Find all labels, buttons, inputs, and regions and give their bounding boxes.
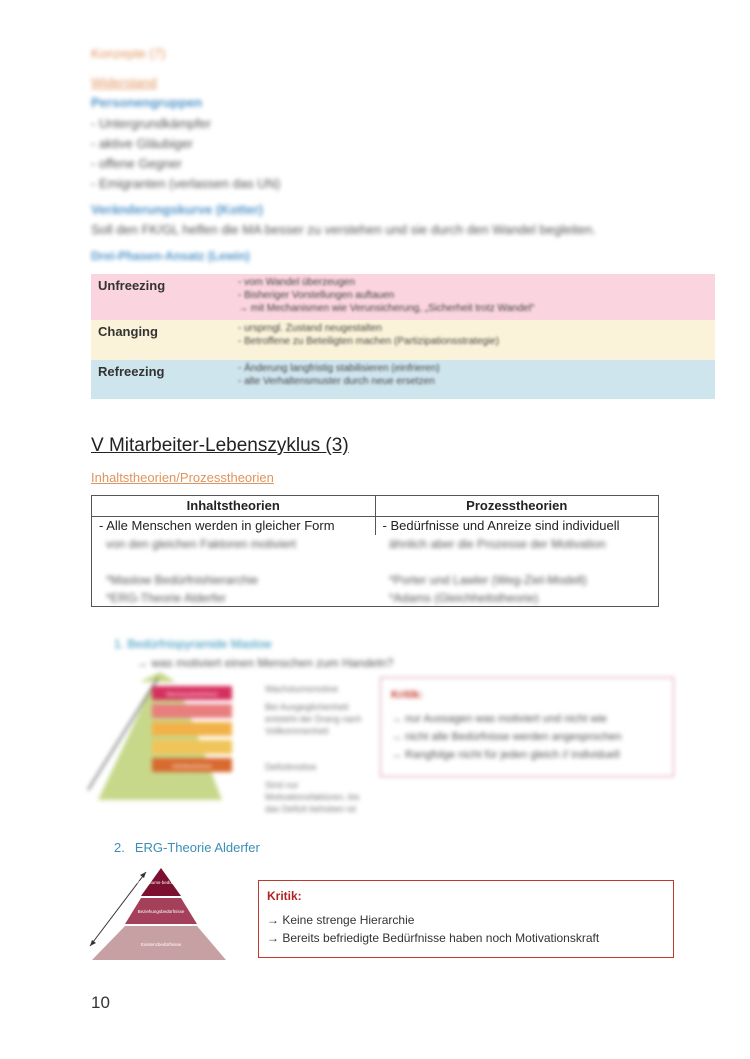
personen-list [91,114,280,194]
desc-line: - ursprngl. Zustand neugestalten [238,323,382,334]
heading-widerstand: Widerstand [91,75,157,90]
desc-line: - Bisheriger Vorstellungen auftauen [238,290,395,301]
phase-description [238,360,440,399]
cell-line [99,553,375,571]
pyramid-label: Beziehungsbedürfnisse [137,909,185,914]
table-row [91,274,715,320]
item2-number: 2. [114,840,125,855]
table-row [91,360,715,399]
kritik-title: Kritik: [267,889,302,903]
header-prozesstheorien: Prozesstheorien [466,498,568,513]
item1-subtitle: → was motiviert einen Menschen zum Handeln? [136,656,394,670]
cell-line [382,553,658,571]
list-item: - Untergrundkämpfer [91,116,211,131]
table-cell: - Bedürfnisse und Anreize sind individuell [382,518,620,533]
cell-line: ähnlich aber die Prozesse der Motivation [389,537,606,551]
table-cell [92,535,375,607]
lewin-table [91,274,715,399]
list-item: - aktive Gläubiger [91,136,193,151]
kritik-item: → Bereits befriedigte Bedürfnisse haben noch Motivationskraft [267,931,600,945]
side-text: Bei Ausgeglichenheit entsteht der Drang nach Vollkommenheit [265,702,362,736]
cell-line: *ERG-Theorie Alderfer [106,591,227,605]
header-inhaltstheorien: Inhaltstheorien [92,496,376,516]
pyramid-side-text [265,683,365,815]
table-cell: - Alle Menschen werden in gleicher Form [92,517,376,535]
table-header [92,496,658,517]
erg-pyramid-image [86,864,236,964]
list-item: - Emigranten (verlassen das UN) [91,176,281,191]
kritik-item: → nur Aussagen was motiviert und nicht wie [391,713,607,725]
table-row [92,517,658,535]
cell-line: *Porter und Lawler (Weg-Ziel-Modell) [389,573,587,587]
pyramid-label: Defizitbedürfnisse [172,764,212,770]
phase-description [238,320,499,360]
list-item: - offene Gegner [91,156,182,171]
cell-line: *Maslow Bedürfnishierarchie [106,573,259,587]
heading-konzepte: Konzepte (7) [91,46,166,61]
kritik-item: → Rangfolge nicht für jeden gleich // individuell [391,749,620,761]
item2-title-text: ERG-Theorie Alderfer [134,840,260,855]
kritik-item: → nicht alle Bedürfnisse werden angesprochen [391,731,622,743]
table-row [91,320,715,360]
desc-line: - alte Verhaltensmuster durch neue ersetzen [238,376,435,387]
pyramid-label: Wachstumsbedürfnisse [166,692,218,698]
desc-line: → mit Mechanismen wie Verunsicherung, „Sicherheit trotz Wandel“ [238,303,535,314]
maslow-pyramid-image [80,672,240,802]
table-cell [375,535,658,607]
phase-name: Refreezing [98,364,165,379]
section-subtitle: Inhaltstheorien/Prozesstheorien [91,470,274,485]
item2-title [114,840,260,855]
side-text: Defizitmotive [265,762,317,772]
side-text: Wachstumsmotive [265,684,339,694]
heading-drei-phasen: Drei-Phasen-Ansatz (Lewin) [91,249,250,263]
table-row [92,535,658,607]
phase-description [238,274,534,320]
page-number: 10 [91,993,110,1012]
desc-line: - Betroffene zu Beteiligten machen (Partizipationsstrategie) [238,336,500,347]
cell-line: von den gleichen Faktoren motiviert [106,537,297,551]
kritik-box-maslow [380,677,674,777]
kritik-box-erg [258,880,674,958]
heading-personengruppen: Personengruppen [91,95,203,110]
desc-line: - vom Wandel überzeugen [238,277,355,288]
kritik-title: Kritik: [391,689,423,701]
side-text: Sind nur Motivationsfaktoren, bis das Defizit behoben ist [265,780,360,814]
item1-title: 1. Bedürfnispyramide Maslow [114,637,272,651]
phase-name: Unfreezing [98,278,166,293]
section-title: V Mitarbeiter-Lebenszyklus (3) [91,435,349,456]
phase-name: Changing [98,324,158,339]
cell-line: *Adams (Gleichheitstheorie) [389,591,539,605]
pyramid-label: Existenzbedürfnisse [140,942,182,947]
kritik-item: → Keine strenge Hierarchie [267,913,415,927]
pyramid-label: Wachstums-bedürfnisse [136,880,186,885]
veraenderung-text: Soll den FK/GL helfen die MA besser zu verstehen und sie durch den Wandel begleiten. [91,222,596,237]
desc-line: - Änderung langfristig stabilisieren (einfrieren) [238,363,440,374]
heading-veraenderungskurve: Veränderungskurve (Kotter) [91,202,263,217]
theorien-table [91,495,659,607]
